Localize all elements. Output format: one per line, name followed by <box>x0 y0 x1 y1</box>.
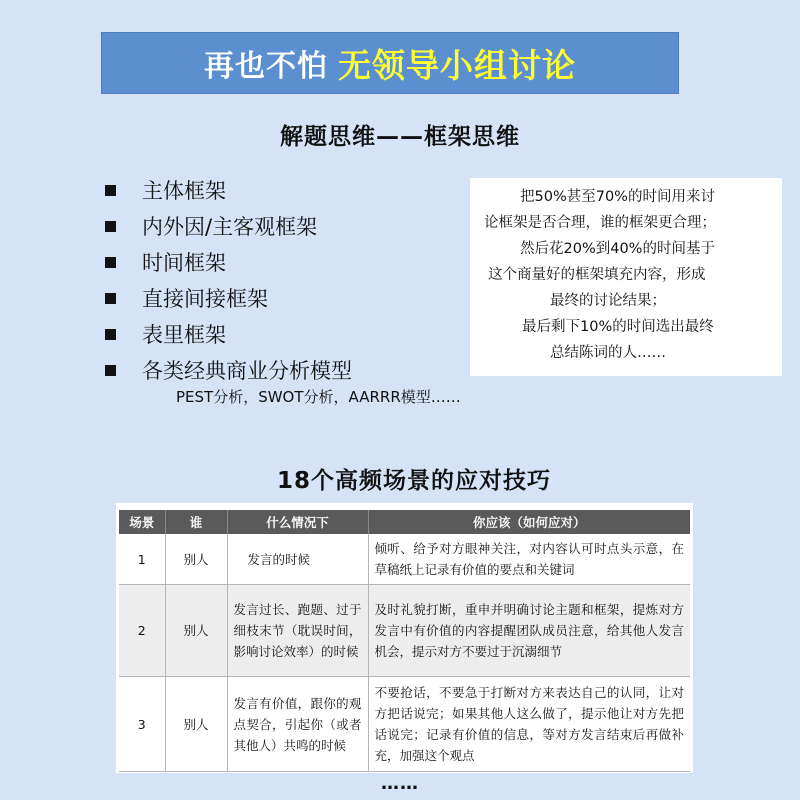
column-header-who: 谁 <box>165 510 227 534</box>
framework-item-label: 表里框架 <box>142 323 226 347</box>
scene-when <box>227 585 368 677</box>
note-line: 然后花20%到40%的时间基于 <box>520 241 715 257</box>
column-header-scene: 场景 <box>119 510 165 534</box>
banner-text-white: 再也不怕 <box>204 49 328 84</box>
scene-when-text: 发言有价值，跟你的观点契合，引起你（或者其他人）共鸣的时候 <box>233 695 362 753</box>
framework-list <box>105 172 352 388</box>
scene-action <box>368 534 690 585</box>
scene-when-text: 发言过长、跑题、过于细枝末节（耽误时间，影响讨论效率）的时候 <box>233 602 362 659</box>
table-row <box>119 677 690 772</box>
scene-who: 别人 <box>165 534 227 585</box>
scene-when-text: 发言的时候 <box>247 551 311 567</box>
note-line: 论框架是否合理，谁的框架更合理； <box>484 215 716 231</box>
column-header-action: 你应该（如何应对） <box>368 510 690 534</box>
scenes-table <box>119 510 690 772</box>
note-line: 最后剩下10%的时间选出最终 <box>522 319 714 335</box>
note-line: 这个商量好的框架填充内容，形成 <box>488 267 706 283</box>
note-line: 最终的讨论结果； <box>550 293 666 309</box>
table-row <box>119 585 690 677</box>
scene-action-text: 倾听、给予对方眼神关注，对内容认可时点头示意，在草稿纸上记录有价值的要点和关键词 <box>374 541 684 577</box>
square-bullet-icon <box>105 257 116 268</box>
square-bullet-icon <box>105 293 116 304</box>
column-header-when: 什么情况下 <box>227 510 368 534</box>
framework-item-label: 时间框架 <box>142 251 226 275</box>
framework-item-label: 各类经典商业分析模型 <box>142 359 352 383</box>
framework-item <box>105 244 352 280</box>
framework-item <box>105 352 352 388</box>
scene-action-text: 及时礼貌打断，重申并明确讨论主题和框架，提炼对方发言中有价值的内容提醒团队成员注意，给其他人发言机会，提示对方不要过于沉溺细节 <box>374 602 684 659</box>
framework-models-note: PEST分析，SWOT分析，AARRR模型…… <box>176 388 461 406</box>
scene-who: 别人 <box>165 677 227 772</box>
square-bullet-icon <box>105 185 116 196</box>
note-line: 总结陈词的人…… <box>550 345 666 361</box>
scene-when <box>227 534 368 585</box>
square-bullet-icon <box>105 221 116 232</box>
scene-number: 1 <box>119 534 165 585</box>
framework-item-label: 直接间接框架 <box>142 287 268 311</box>
table-row <box>119 534 690 585</box>
scene-action <box>368 677 690 772</box>
title-banner <box>101 32 679 94</box>
scene-when <box>227 677 368 772</box>
note-line: 把50%甚至70%的时间用来讨 <box>520 189 715 205</box>
more-ellipsis: …… <box>381 773 419 794</box>
framework-item-label: 内外因/主客观框架 <box>142 215 318 239</box>
banner-text-highlight: 无领导小组讨论 <box>338 45 576 85</box>
framework-section-title: 解题思维——框架思维 <box>280 124 520 150</box>
table-header-row <box>119 510 690 534</box>
scene-number: 3 <box>119 677 165 772</box>
framework-item <box>105 280 352 316</box>
framework-item <box>105 316 352 352</box>
square-bullet-icon <box>105 365 116 376</box>
scene-action-text: 不要抢话，不要急于打断对方来表达自己的认同，让对方把话说完；如果其他人这么做了，提示他让对方先把话说完；记录有价值的信息，等对方发言结束后再做补充，加强这个观点 <box>374 685 684 763</box>
framework-item <box>105 172 352 208</box>
scene-number: 2 <box>119 585 165 677</box>
scenes-section-title: 18个高频场景的应对技巧 <box>276 468 551 494</box>
scenes-table-card <box>116 503 693 773</box>
framework-item <box>105 208 352 244</box>
scene-action <box>368 585 690 677</box>
scene-who: 别人 <box>165 585 227 677</box>
time-allocation-note <box>470 178 782 376</box>
square-bullet-icon <box>105 329 116 340</box>
framework-item-label: 主体框架 <box>142 179 226 203</box>
